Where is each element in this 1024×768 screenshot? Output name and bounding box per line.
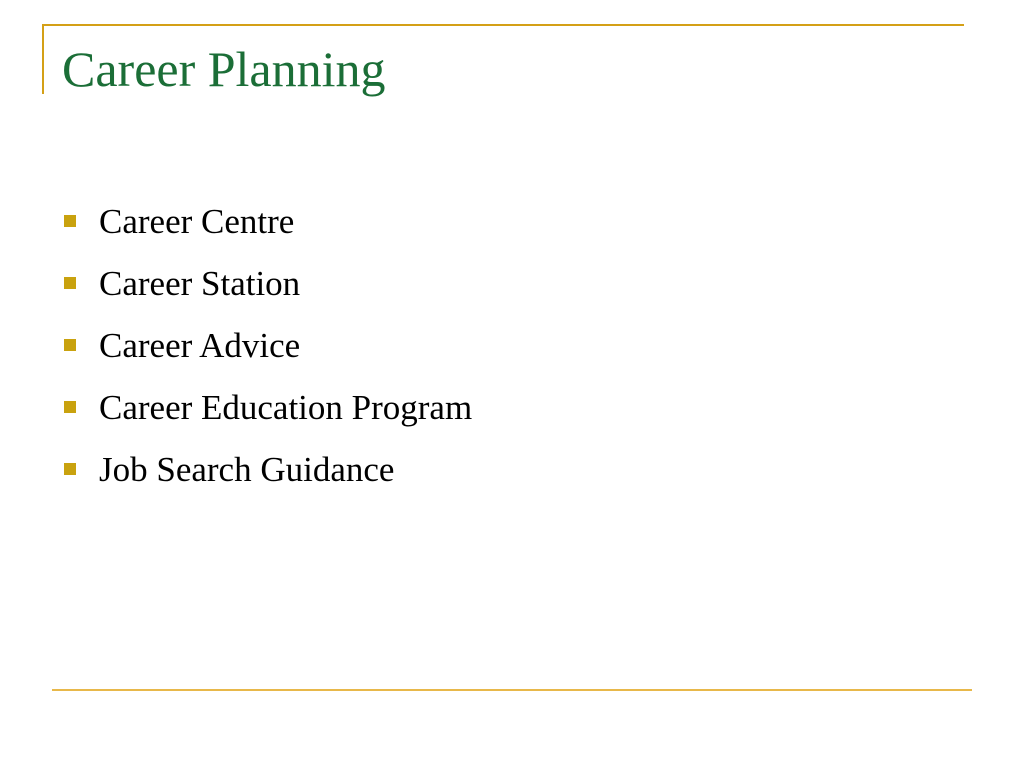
bullet-text: Career Centre xyxy=(99,201,295,241)
bullet-item xyxy=(64,190,472,252)
square-bullet-icon xyxy=(64,463,76,475)
bullet-text: Career Education Program xyxy=(99,387,473,427)
bullet-list xyxy=(64,190,472,500)
bullet-text: Job Search Guidance xyxy=(99,449,395,489)
title-frame-left-line xyxy=(42,24,44,94)
square-bullet-icon xyxy=(64,339,76,351)
bullet-item xyxy=(64,314,472,376)
footer-rule-line xyxy=(52,689,972,691)
bullet-item xyxy=(64,252,472,314)
square-bullet-icon xyxy=(64,401,76,413)
square-bullet-icon xyxy=(64,215,76,227)
title-frame-top-line xyxy=(42,24,964,26)
slide-title: Career Planning xyxy=(62,41,386,97)
square-bullet-icon xyxy=(64,277,76,289)
bullet-item xyxy=(64,376,472,438)
bullet-item xyxy=(64,438,472,500)
bullet-text: Career Station xyxy=(99,263,301,303)
bullet-text: Career Advice xyxy=(99,325,301,365)
